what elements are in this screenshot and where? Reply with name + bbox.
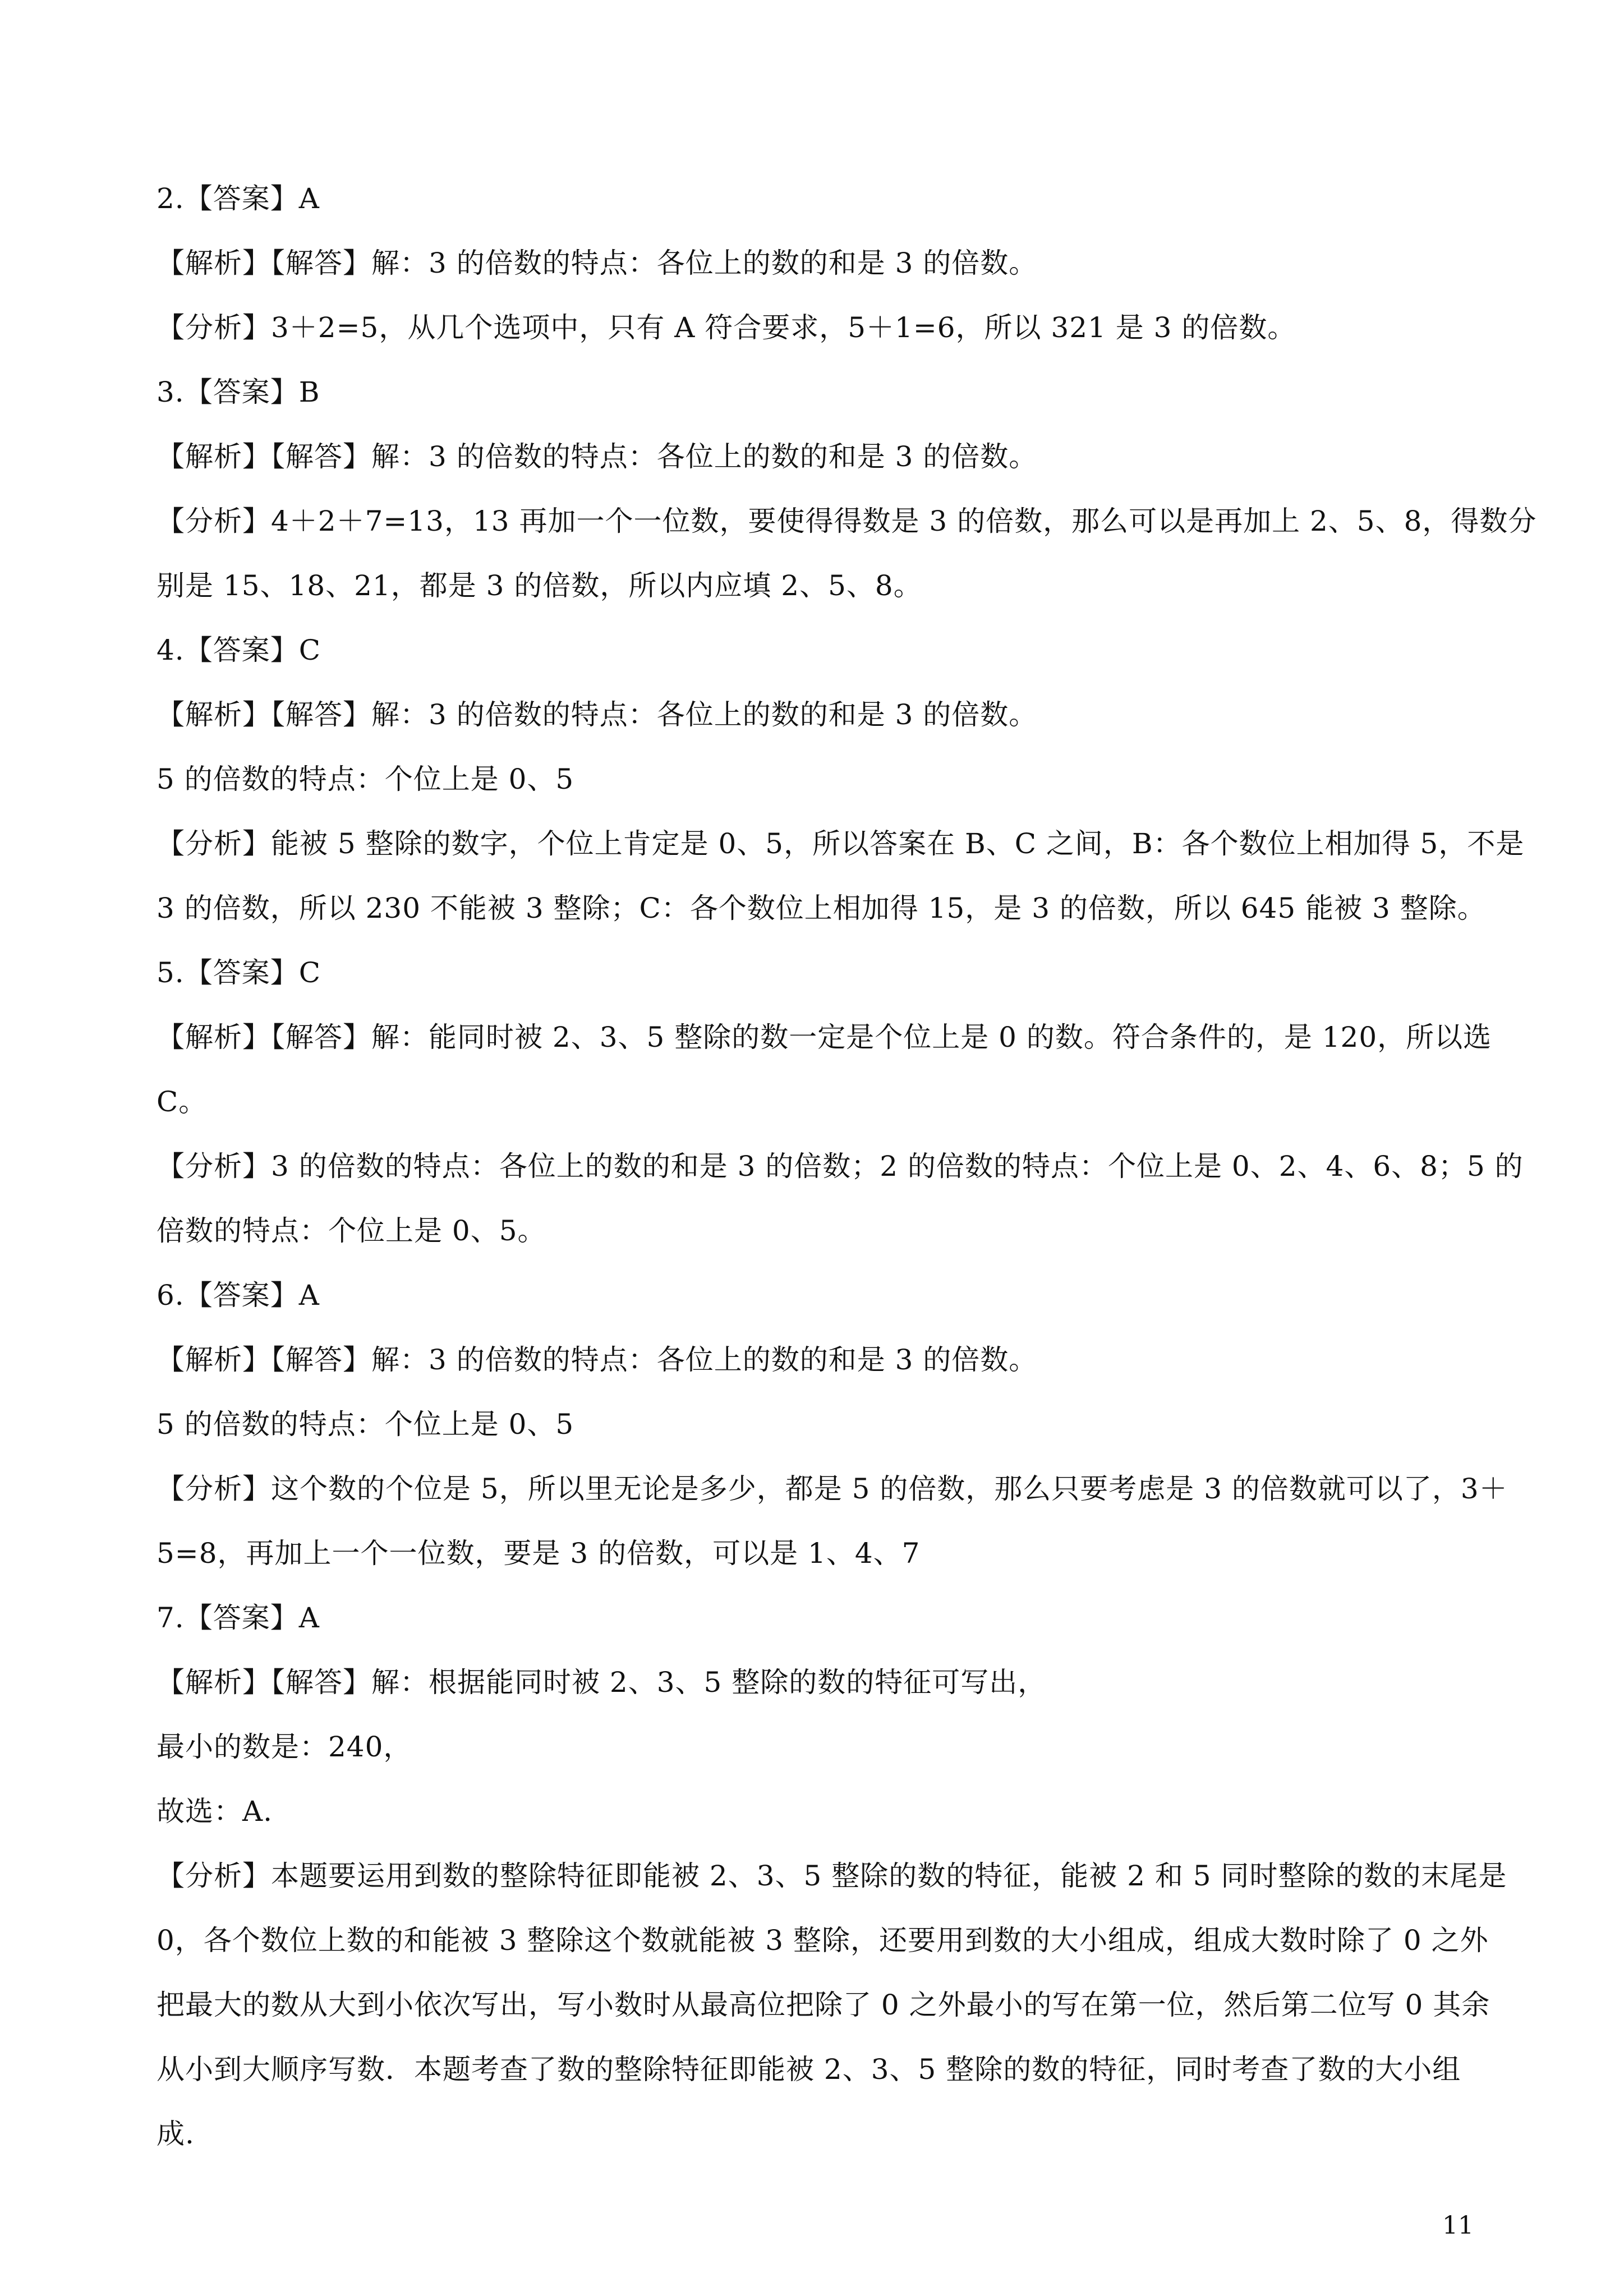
answer-7-analysis-line-4: 从小到大顺序写数．本题考查了数的整除特征即能被 2、3、5 整除的数的特征，同时考查了数的大小组: [157, 2053, 1461, 2086]
answer-7-analysis-line-1: 【分析】本题要运用到数的整除特征即能被 2、3、5 整除的数的特征，能被 2 和 5 同时整除的数的末尾是: [157, 1860, 1507, 1892]
answer-6-rule-5: 5 的倍数的特点：个位上是 0、5: [157, 1408, 574, 1441]
answer-5-analysis-line-1: 【分析】3 的倍数的特点：各位上的数的和是 3 的倍数；2 的倍数的特点：个位上是 0、2、4、6、8；5 的: [157, 1150, 1524, 1182]
answer-4-rule-5: 5 的倍数的特点：个位上是 0、5: [157, 763, 574, 795]
page-number: 11: [1442, 2211, 1474, 2240]
answer-4-explanation: 【解析】【解答】解：3 的倍数的特点：各位上的数的和是 3 的倍数。: [157, 698, 1038, 731]
answer-7-smallest-number: 最小的数是：240，: [157, 1731, 412, 1763]
answer-5-analysis-line-2: 倍数的特点：个位上是 0、5。: [157, 1214, 546, 1247]
answer-5-heading: 5.【答案】C: [157, 956, 321, 989]
answer-7-heading: 7.【答案】A: [157, 1602, 320, 1634]
answer-3-explanation: 【解析】【解答】解：3 的倍数的特点：各位上的数的和是 3 的倍数。: [157, 440, 1038, 473]
answer-6-analysis-line-2: 5=8，再加上一个一位数，要是 3 的倍数，可以是 1、4、7: [157, 1537, 921, 1570]
answer-7-analysis-line-5: 成.: [157, 2118, 195, 2150]
answer-2-analysis: 【分析】3＋2=5，从几个选项中，只有 A 符合要求，5＋1=6，所以 321 是 3 的倍数。: [157, 311, 1296, 344]
answer-4-analysis-line-1: 【分析】能被 5 整除的数字，个位上肯定是 0、5，所以答案在 B、C 之间，B：各个数位上相加得 5，不是: [157, 827, 1525, 860]
answer-2-explanation: 【解析】【解答】解：3 的倍数的特点：各位上的数的和是 3 的倍数。: [157, 247, 1038, 279]
answer-6-heading: 6.【答案】A: [157, 1279, 320, 1312]
answer-5-explanation-line-2: C。: [157, 1085, 208, 1118]
answer-4-analysis-line-2: 3 的倍数，所以 230 不能被 3 整除；C：各个数位上相加得 15，是 3 的倍数，所以 645 能被 3 整除。: [157, 892, 1486, 924]
answer-5-explanation-line-1: 【解析】【解答】解：能同时被 2、3、5 整除的数一定是个位上是 0 的数。符合条件的，是 120，所以选: [157, 1021, 1492, 1053]
answer-3-heading: 3.【答案】B: [157, 376, 320, 408]
answer-6-analysis-line-1: 【分析】这个数的个位是 5，所以里无论是多少，都是 5 的倍数，那么只要考虑是 3 的倍数就可以了，3＋: [157, 1473, 1508, 1505]
answer-7-explanation: 【解析】【解答】解：根据能同时被 2、3、5 整除的数的特征可写出，: [157, 1666, 1047, 1699]
answer-4-heading: 4.【答案】C: [157, 634, 321, 666]
answer-7-analysis-line-3: 把最大的数从大到小依次写出，写小数时从最高位把除了 0 之外最小的写在第一位，然后第二位写 0 其余: [157, 1989, 1490, 2021]
answer-content: [157, 167, 1537, 2166]
answer-3-analysis-line-1: 【分析】4＋2＋7=13，13 再加一个一位数，要使得得数是 3 的倍数，那么可以是再加上 2、5、8，得数分: [157, 505, 1537, 537]
answer-6-explanation: 【解析】【解答】解：3 的倍数的特点：各位上的数的和是 3 的倍数。: [157, 1343, 1038, 1376]
answer-2-heading: 2.【答案】A: [157, 182, 320, 215]
answer-3-analysis-line-2: 别是 15、18、21，都是 3 的倍数，所以内应填 2、5、8。: [157, 569, 922, 602]
answer-7-choice: 故选：A.: [157, 1795, 273, 1828]
answer-7-analysis-line-2: 0，各个数位上数的和能被 3 整除这个数就能被 3 整除，还要用到数的大小组成，组成大数时除了 0 之外: [157, 1924, 1489, 1957]
